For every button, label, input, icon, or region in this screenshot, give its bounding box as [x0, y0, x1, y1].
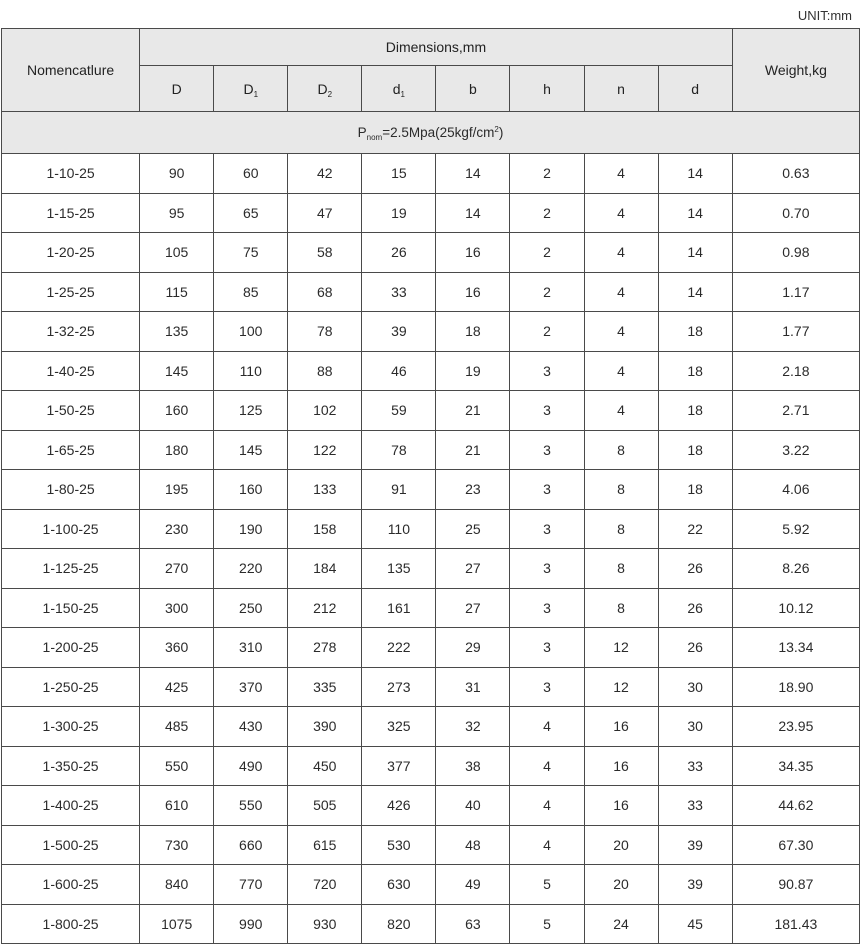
nomenclature-cell: 1-125-25 [2, 549, 140, 589]
D2-cell: 78 [288, 312, 362, 352]
h-cell: 3 [510, 430, 584, 470]
n-cell: 8 [584, 430, 658, 470]
column-header: d [658, 66, 732, 112]
d-cell: 30 [658, 667, 732, 707]
D2-cell: 184 [288, 549, 362, 589]
b-cell: 16 [436, 233, 510, 273]
h-cell: 4 [510, 707, 584, 747]
h-cell: 4 [510, 825, 584, 865]
nomenclature-cell: 1-800-25 [2, 904, 140, 944]
weight-cell: 3.22 [732, 430, 859, 470]
D-cell: 425 [140, 667, 214, 707]
D2-cell: 58 [288, 233, 362, 273]
h-cell: 3 [510, 588, 584, 628]
h-cell: 3 [510, 351, 584, 391]
weight-cell: 8.26 [732, 549, 859, 589]
D2-cell: 68 [288, 272, 362, 312]
nomenclature-cell: 1-350-25 [2, 746, 140, 786]
D1-cell: 370 [214, 667, 288, 707]
D1-cell: 990 [214, 904, 288, 944]
n-cell: 4 [584, 154, 658, 194]
weight-cell: 90.87 [732, 865, 859, 905]
table-row [2, 865, 860, 905]
column-header: n [584, 66, 658, 112]
D1-cell: 250 [214, 588, 288, 628]
D2-cell: 930 [288, 904, 362, 944]
h-cell: 2 [510, 154, 584, 194]
table-row [2, 746, 860, 786]
D2-cell: 158 [288, 509, 362, 549]
D-cell: 90 [140, 154, 214, 194]
D1-cell: 160 [214, 470, 288, 510]
d-cell: 26 [658, 549, 732, 589]
D2-cell: 212 [288, 588, 362, 628]
D2-cell: 133 [288, 470, 362, 510]
d1-cell: 33 [362, 272, 436, 312]
d1-cell: 161 [362, 588, 436, 628]
d-cell: 18 [658, 470, 732, 510]
D-cell: 105 [140, 233, 214, 273]
d-cell: 26 [658, 628, 732, 668]
n-cell: 4 [584, 351, 658, 391]
n-cell: 8 [584, 509, 658, 549]
nomenclature-cell: 1-50-25 [2, 391, 140, 431]
nomenclature-cell: 1-400-25 [2, 786, 140, 826]
table-row [2, 470, 860, 510]
weight-cell: 67.30 [732, 825, 859, 865]
D-cell: 115 [140, 272, 214, 312]
d-cell: 18 [658, 430, 732, 470]
d1-cell: 530 [362, 825, 436, 865]
b-cell: 19 [436, 351, 510, 391]
D2-cell: 505 [288, 786, 362, 826]
nomenclature-cell: 1-80-25 [2, 470, 140, 510]
D-cell: 270 [140, 549, 214, 589]
d1-cell: 325 [362, 707, 436, 747]
n-cell: 20 [584, 865, 658, 905]
d1-cell: 135 [362, 549, 436, 589]
D2-cell: 102 [288, 391, 362, 431]
nomenclature-cell: 1-65-25 [2, 430, 140, 470]
nomenclature-cell: 1-100-25 [2, 509, 140, 549]
table-row [2, 707, 860, 747]
dimensions-header: Dimensions,mm [140, 29, 733, 66]
D-cell: 95 [140, 193, 214, 233]
weight-cell: 1.77 [732, 312, 859, 352]
table-row [2, 667, 860, 707]
pressure-label: $P_{nom}=2.5Mpa(25kgf/cm^2)$ [2, 112, 860, 154]
D1-cell: 60 [214, 154, 288, 194]
table-row [2, 628, 860, 668]
d-cell: 26 [658, 588, 732, 628]
h-cell: 4 [510, 786, 584, 826]
D-cell: 145 [140, 351, 214, 391]
b-cell: 21 [436, 391, 510, 431]
D2-cell: 47 [288, 193, 362, 233]
n-cell: 4 [584, 193, 658, 233]
D-cell: 730 [140, 825, 214, 865]
h-cell: 3 [510, 549, 584, 589]
D-cell: 135 [140, 312, 214, 352]
table-row [2, 588, 860, 628]
nomenclature-cell: 1-500-25 [2, 825, 140, 865]
D-cell: 610 [140, 786, 214, 826]
D1-cell: 490 [214, 746, 288, 786]
d-cell: 18 [658, 391, 732, 431]
table-row [2, 233, 860, 273]
D2-cell: 278 [288, 628, 362, 668]
D1-cell: 110 [214, 351, 288, 391]
b-cell: 32 [436, 707, 510, 747]
b-cell: 16 [436, 272, 510, 312]
weight-cell: 1.17 [732, 272, 859, 312]
weight-cell: 34.35 [732, 746, 859, 786]
D1-cell: 85 [214, 272, 288, 312]
D1-cell: 430 [214, 707, 288, 747]
nomenclature-cell: 1-40-25 [2, 351, 140, 391]
table-row [2, 154, 860, 194]
table-row [2, 351, 860, 391]
d1-cell: 19 [362, 193, 436, 233]
d1-cell: 820 [362, 904, 436, 944]
D1-cell: 220 [214, 549, 288, 589]
d-cell: 14 [658, 272, 732, 312]
D1-cell: 100 [214, 312, 288, 352]
nomenclature-cell: 1-200-25 [2, 628, 140, 668]
b-cell: 23 [436, 470, 510, 510]
weight-cell: 0.98 [732, 233, 859, 273]
nomenclature-cell: 1-150-25 [2, 588, 140, 628]
b-cell: 21 [436, 430, 510, 470]
n-cell: 4 [584, 312, 658, 352]
D-cell: 840 [140, 865, 214, 905]
h-cell: 3 [510, 509, 584, 549]
D-cell: 360 [140, 628, 214, 668]
d-cell: 14 [658, 233, 732, 273]
h-cell: 5 [510, 904, 584, 944]
b-cell: 63 [436, 904, 510, 944]
column-header: $D_2$ [288, 66, 362, 112]
nomenclature-cell: 1-32-25 [2, 312, 140, 352]
b-cell: 40 [436, 786, 510, 826]
column-header: $D_1$ [214, 66, 288, 112]
table-row [2, 193, 860, 233]
table-row [2, 904, 860, 944]
h-cell: 2 [510, 272, 584, 312]
nomenclature-cell: 1-250-25 [2, 667, 140, 707]
d1-cell: 78 [362, 430, 436, 470]
d-cell: 14 [658, 154, 732, 194]
b-cell: 18 [436, 312, 510, 352]
d-cell: 14 [658, 193, 732, 233]
n-cell: 4 [584, 233, 658, 273]
b-cell: 14 [436, 154, 510, 194]
flange-dimensions-table [1, 28, 860, 944]
d1-cell: 15 [362, 154, 436, 194]
b-cell: 49 [436, 865, 510, 905]
n-cell: 12 [584, 667, 658, 707]
table-row [2, 825, 860, 865]
pressure-row [2, 112, 860, 154]
d1-cell: 630 [362, 865, 436, 905]
weight-header: Weight,kg [732, 29, 859, 112]
table-row [2, 312, 860, 352]
weight-cell: 2.71 [732, 391, 859, 431]
n-cell: 12 [584, 628, 658, 668]
column-header: h [510, 66, 584, 112]
n-cell: 20 [584, 825, 658, 865]
weight-cell: 0.70 [732, 193, 859, 233]
D1-cell: 770 [214, 865, 288, 905]
h-cell: 4 [510, 746, 584, 786]
table-row [2, 549, 860, 589]
d1-cell: 426 [362, 786, 436, 826]
d1-cell: 91 [362, 470, 436, 510]
nomenclature-cell: 1-15-25 [2, 193, 140, 233]
b-cell: 25 [436, 509, 510, 549]
b-cell: 31 [436, 667, 510, 707]
d-cell: 39 [658, 825, 732, 865]
n-cell: 16 [584, 786, 658, 826]
n-cell: 8 [584, 588, 658, 628]
D-cell: 550 [140, 746, 214, 786]
n-cell: 8 [584, 549, 658, 589]
D-cell: 180 [140, 430, 214, 470]
D-cell: 300 [140, 588, 214, 628]
b-cell: 27 [436, 549, 510, 589]
weight-cell: 10.12 [732, 588, 859, 628]
D1-cell: 190 [214, 509, 288, 549]
d-cell: 33 [658, 786, 732, 826]
d-cell: 18 [658, 351, 732, 391]
D2-cell: 42 [288, 154, 362, 194]
D-cell: 230 [140, 509, 214, 549]
d1-cell: 39 [362, 312, 436, 352]
weight-cell: 2.18 [732, 351, 859, 391]
d-cell: 45 [658, 904, 732, 944]
b-cell: 29 [436, 628, 510, 668]
D1-cell: 75 [214, 233, 288, 273]
D1-cell: 660 [214, 825, 288, 865]
column-header: b [436, 66, 510, 112]
d-cell: 18 [658, 312, 732, 352]
d1-cell: 46 [362, 351, 436, 391]
h-cell: 5 [510, 865, 584, 905]
nomenclature-cell: 1-600-25 [2, 865, 140, 905]
weight-cell: 13.34 [732, 628, 859, 668]
D2-cell: 615 [288, 825, 362, 865]
table-row [2, 391, 860, 431]
h-cell: 3 [510, 391, 584, 431]
nomenclature-cell: 1-20-25 [2, 233, 140, 273]
b-cell: 38 [436, 746, 510, 786]
D1-cell: 65 [214, 193, 288, 233]
h-cell: 2 [510, 312, 584, 352]
D2-cell: 720 [288, 865, 362, 905]
d1-cell: 273 [362, 667, 436, 707]
n-cell: 16 [584, 746, 658, 786]
b-cell: 27 [436, 588, 510, 628]
table-row [2, 430, 860, 470]
D-cell: 1075 [140, 904, 214, 944]
header-row-1 [2, 29, 860, 66]
b-cell: 14 [436, 193, 510, 233]
d-cell: 30 [658, 707, 732, 747]
D1-cell: 550 [214, 786, 288, 826]
d1-cell: 110 [362, 509, 436, 549]
d1-cell: 59 [362, 391, 436, 431]
D1-cell: 125 [214, 391, 288, 431]
table-row [2, 272, 860, 312]
b-cell: 48 [436, 825, 510, 865]
weight-cell: 44.62 [732, 786, 859, 826]
d1-cell: 377 [362, 746, 436, 786]
D2-cell: 450 [288, 746, 362, 786]
weight-cell: 23.95 [732, 707, 859, 747]
column-header: D [140, 66, 214, 112]
D2-cell: 335 [288, 667, 362, 707]
D2-cell: 88 [288, 351, 362, 391]
d-cell: 39 [658, 865, 732, 905]
weight-cell: 181.43 [732, 904, 859, 944]
weight-cell: 4.06 [732, 470, 859, 510]
d1-cell: 222 [362, 628, 436, 668]
D1-cell: 145 [214, 430, 288, 470]
nomenclature-cell: 1-300-25 [2, 707, 140, 747]
nomenclature-cell: 1-25-25 [2, 272, 140, 312]
D1-cell: 310 [214, 628, 288, 668]
n-cell: 8 [584, 470, 658, 510]
D2-cell: 122 [288, 430, 362, 470]
nomenclature-cell: 1-10-25 [2, 154, 140, 194]
weight-cell: 18.90 [732, 667, 859, 707]
d1-cell: 26 [362, 233, 436, 273]
h-cell: 3 [510, 667, 584, 707]
d-cell: 22 [658, 509, 732, 549]
n-cell: 16 [584, 707, 658, 747]
weight-cell: 0.63 [732, 154, 859, 194]
h-cell: 2 [510, 233, 584, 273]
h-cell: 3 [510, 470, 584, 510]
D2-cell: 390 [288, 707, 362, 747]
D-cell: 195 [140, 470, 214, 510]
unit-label: UNIT:mm [797, 8, 852, 23]
nomenclature-header: Nomencatlure [2, 29, 140, 112]
n-cell: 24 [584, 904, 658, 944]
n-cell: 4 [584, 272, 658, 312]
n-cell: 4 [584, 391, 658, 431]
table-row [2, 509, 860, 549]
h-cell: 2 [510, 193, 584, 233]
table-row [2, 786, 860, 826]
h-cell: 3 [510, 628, 584, 668]
weight-cell: 5.92 [732, 509, 859, 549]
D-cell: 160 [140, 391, 214, 431]
d-cell: 33 [658, 746, 732, 786]
D-cell: 485 [140, 707, 214, 747]
column-header: $d_1$ [362, 66, 436, 112]
